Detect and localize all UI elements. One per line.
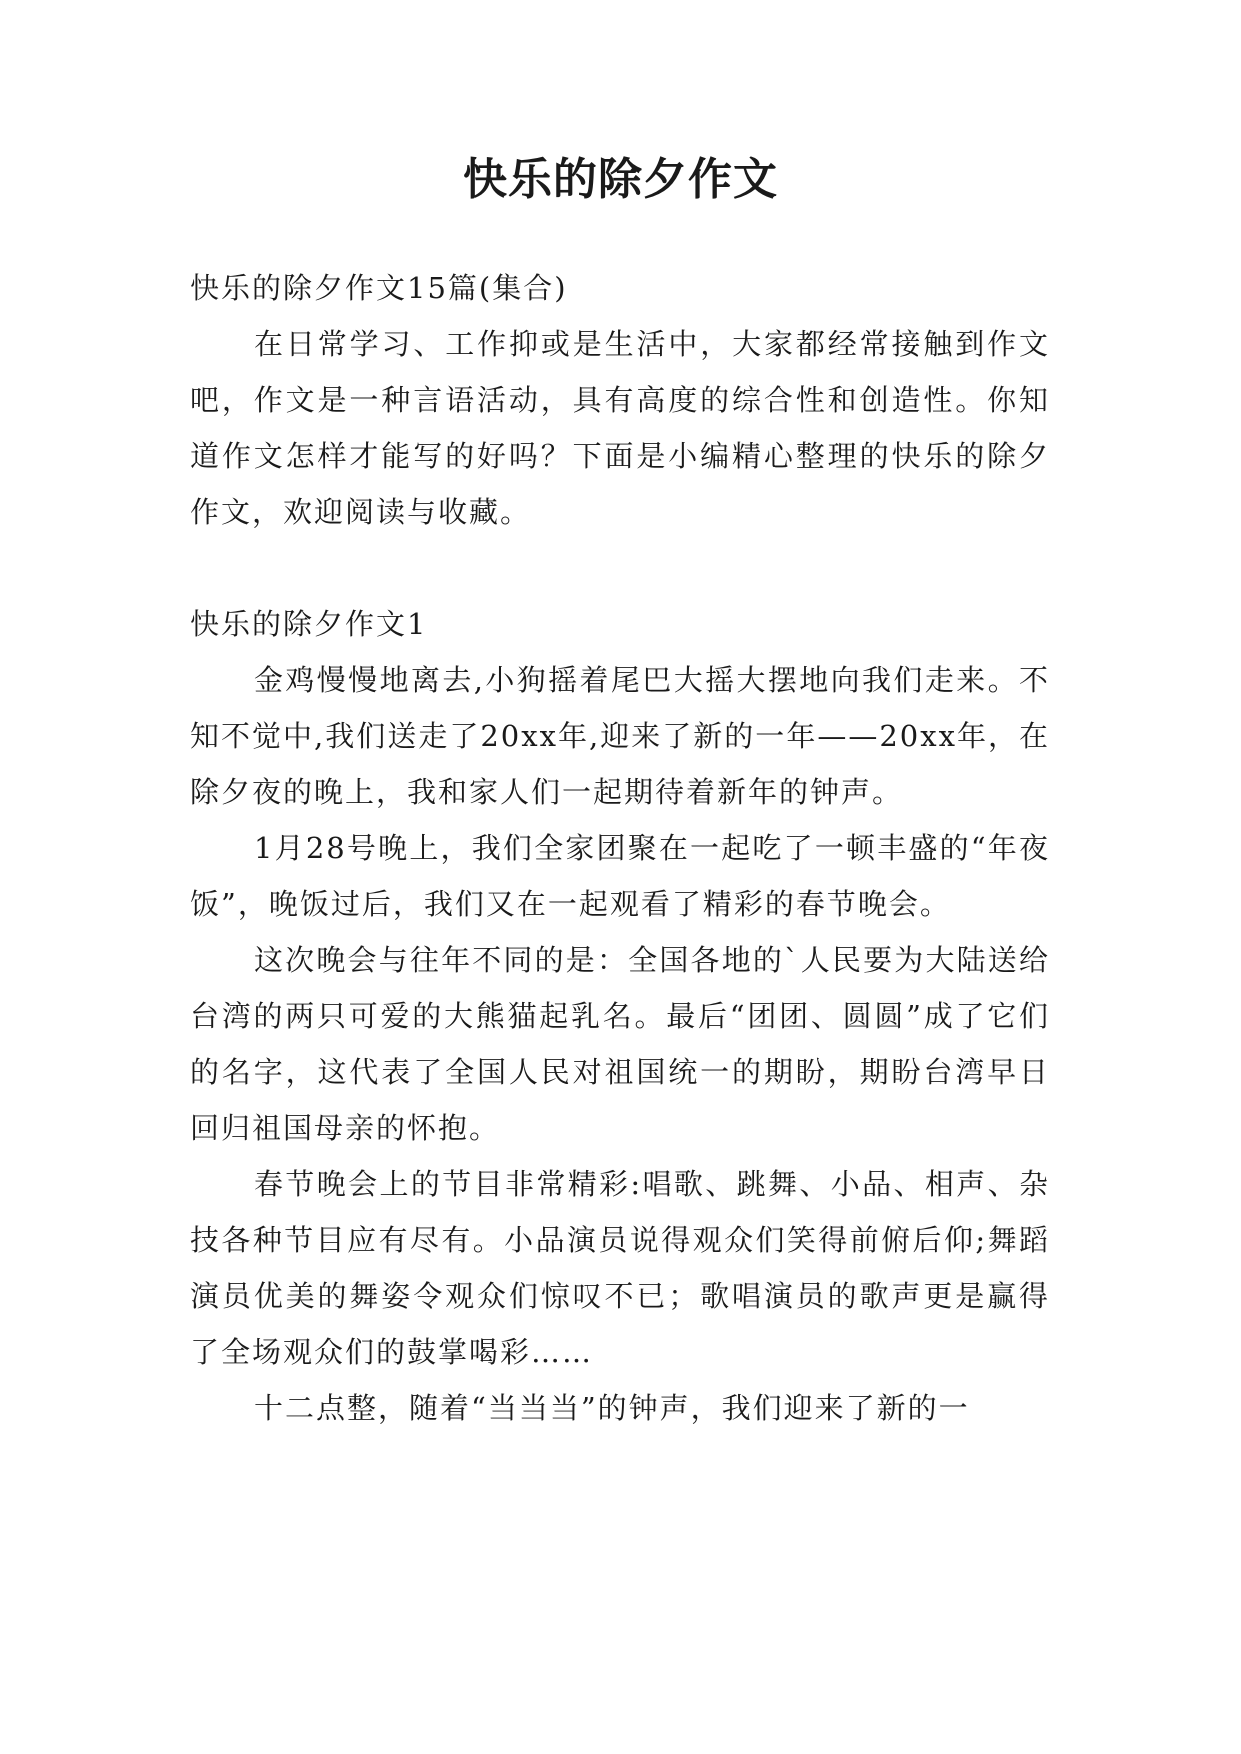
document-body	[190, 260, 1050, 1436]
section-heading: 快乐的除夕作文1	[190, 607, 428, 641]
body-paragraph: 1月28号晚上，我们全家团聚在一起吃了一顿丰盛的“年夜饭”，晚饭过后，我们又在一起观看了精彩的春节晚会。	[190, 831, 1050, 921]
collection-subtitle: 快乐的除夕作文15篇(集合)	[190, 271, 568, 305]
body-paragraph: 十二点整，随着“当当当”的钟声，我们迎来了新的一	[254, 1391, 970, 1425]
body-paragraph: 春节晚会上的节目非常精彩:唱歌、跳舞、小品、相声、杂技各种节目应有尽有。小品演员说得观众们笑得前俯后仰;舞蹈演员优美的舞姿令观众们惊叹不已；歌唱演员的歌声更是赢得了全场观众们的鼓掌喝彩……	[190, 1167, 1050, 1369]
document-title: 快乐的除夕作文	[463, 154, 778, 205]
section-spacer	[190, 540, 1050, 596]
body-paragraph: 这次晚会与往年不同的是：全国各地的`人民要为大陆送给台湾的两只可爱的大熊猫起乳名。最后“团团、圆圆”成了它们的名字，这代表了全国人民对祖国统一的期盼，期盼台湾早日回归祖国母亲的怀抱。	[190, 943, 1050, 1145]
intro-paragraph: 在日常学习、工作抑或是生活中，大家都经常接触到作文吧，作文是一种言语活动，具有高度的综合性和创造性。你知道作文怎样才能写的好吗？下面是小编精心整理的快乐的除夕作文，欢迎阅读与收藏。	[190, 327, 1050, 529]
body-paragraph: 金鸡慢慢地离去,小狗摇着尾巴大摇大摆地向我们走来。不知不觉中,我们送走了20xx年,迎来了新的一年——20xx年，在除夕夜的晚上，我和家人们一起期待着新年的钟声。	[190, 663, 1050, 809]
